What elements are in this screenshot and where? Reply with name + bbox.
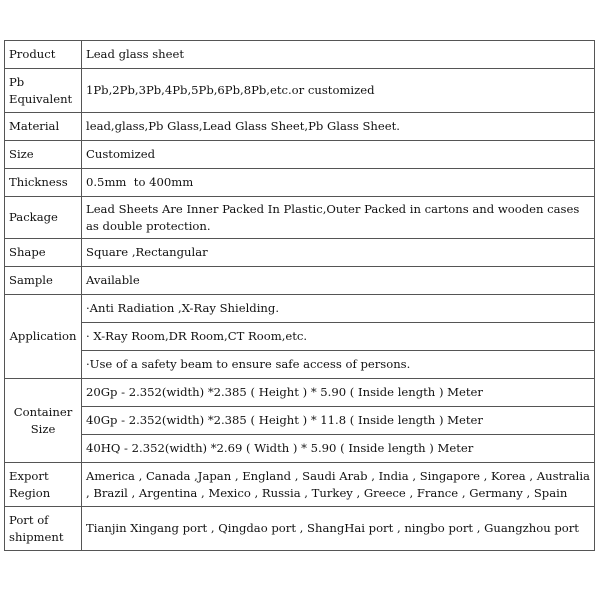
table-row-application-2 (5, 323, 595, 351)
table-row-container-2 (5, 407, 595, 435)
package-label: Package (5, 197, 82, 239)
thickness-label: Thickness (5, 169, 82, 197)
table-row-thickness (5, 169, 595, 197)
port-of-shipment-label: Port of shipment (5, 507, 82, 551)
table-row-application-3 (5, 351, 595, 379)
table-row-product (5, 41, 595, 69)
table-row-application-1 (5, 295, 595, 323)
material-label: Material (5, 113, 82, 141)
container-size-value-3: 40HQ - 2.352(width) *2.69 ( Width ) * 5.90 ( Inside length ) Meter (82, 435, 595, 463)
application-value-3: ·Use of a safety beam to ensure safe access of persons. (82, 351, 595, 379)
shape-value: Square ,Rectangular (82, 239, 595, 267)
product-value: Lead glass sheet (82, 41, 595, 69)
size-label: Size (5, 141, 82, 169)
product-spec-table (4, 40, 595, 551)
export-region-label: Export Region (5, 463, 82, 507)
package-value: Lead Sheets Are Inner Packed In Plastic,Outer Packed in cartons and wooden cases as double protection. (82, 197, 595, 239)
pb-equivalent-label: Pb Equivalent (5, 69, 82, 113)
table-row-size (5, 141, 595, 169)
table-row-export-region (5, 463, 595, 507)
pb-equivalent-value: 1Pb,2Pb,3Pb,4Pb,5Pb,6Pb,8Pb,etc.or customized (82, 69, 595, 113)
thickness-value: 0.5mm to 400mm (82, 169, 595, 197)
application-label: Application (5, 295, 82, 379)
container-size-value-2: 40Gp - 2.352(width) *2.385 ( Height ) * 11.8 ( Inside length ) Meter (82, 407, 595, 435)
material-value: lead,glass,Pb Glass,Lead Glass Sheet,Pb Glass Sheet. (82, 113, 595, 141)
product-label: Product (5, 41, 82, 69)
application-value-2: · X-Ray Room,DR Room,CT Room,etc. (82, 323, 595, 351)
sample-label: Sample (5, 267, 82, 295)
container-size-label-line1: Container (13, 405, 73, 420)
container-size-label-line2: Size (30, 421, 56, 436)
sample-value: Available (82, 267, 595, 295)
container-size-label (5, 379, 82, 463)
shape-label: Shape (5, 239, 82, 267)
export-region-value: America , Canada ,Japan , England , Saudi Arab , India , Singapore , Korea , Australia , Brazil , Argentina , Mexico , Russia , Turkey , Greece , France , Germany , Spain (82, 463, 595, 507)
table-row-container-1 (5, 379, 595, 407)
table-row-material (5, 113, 595, 141)
application-value-1: ·Anti Radiation ,X-Ray Shielding. (82, 295, 595, 323)
table-row-shape (5, 239, 595, 267)
table-row-sample (5, 267, 595, 295)
table-row-pb-equivalent (5, 69, 595, 113)
port-of-shipment-value: Tianjin Xingang port , Qingdao port , ShangHai port , ningbo port , Guangzhou port (82, 507, 595, 551)
table-row-container-3 (5, 435, 595, 463)
table-row-port-of-shipment (5, 507, 595, 551)
container-size-value-1: 20Gp - 2.352(width) *2.385 ( Height ) * 5.90 ( Inside length ) Meter (82, 379, 595, 407)
table-row-package (5, 197, 595, 239)
size-value: Customized (82, 141, 595, 169)
